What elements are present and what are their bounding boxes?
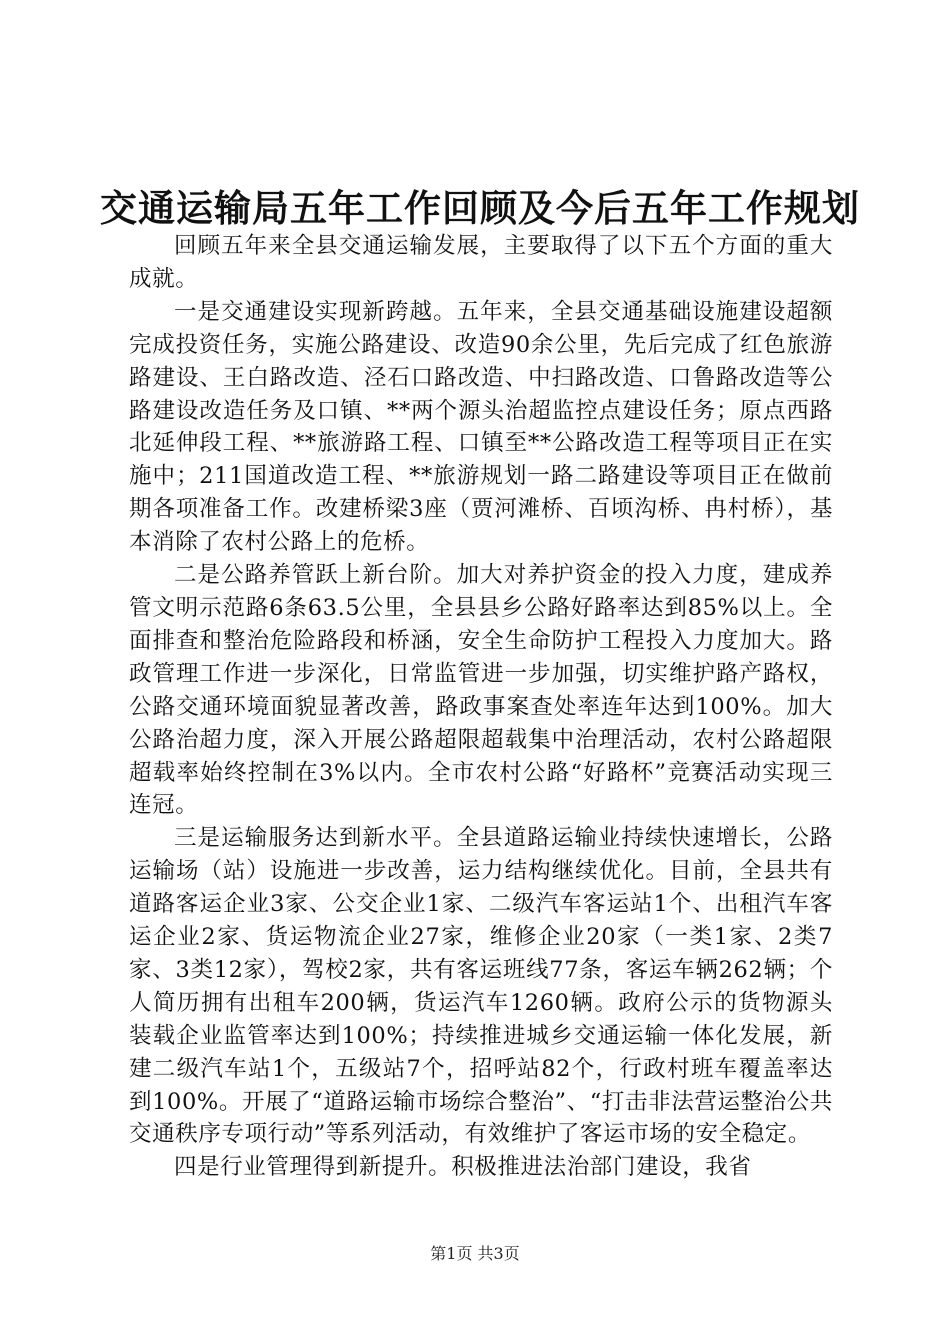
paragraph-intro: 回顾五年来全县交通运输发展，主要取得了以下五个方面的重大成就。 — [129, 233, 833, 292]
document-body — [129, 230, 833, 1184]
paragraph-construction: 一是交通建设实现新跨越。五年来，全县交通基础设施建设超额完成投资任务，实施公路建设、改造90余公里，先后完成了红色旅游路建设、王白路改造、泾石口路改造、中扫路改造、口鲁路改造等公路建设改造任务及口镇、**两个源头治超监控点建设任务；原点西路北延伸段工程、**旅游路工程、口镇至**公路改造工程等项目正在实施中；211国道改造工程、**旅游规划一路二路建设等项目正在做前期各项准备工作。改建桥梁3座（贾河滩桥、百顷沟桥、冉村桥），基本消除了农村公路上的危桥。 — [129, 298, 833, 556]
page-number-footer: 第1页 共3页 — [430, 1244, 520, 1263]
paragraph-industry-management: 四是行业管理得到新提升。积极推进法治部门建设，我省 — [174, 1154, 752, 1181]
paragraph-maintenance: 二是公路养管跃上新台阶。加大对养护资金的投入力度，建成养管文明示范路6条63.5公里，全县县乡公路好路率达到85%以上。全面排查和整治危险路段和桥涵，安全生命防护工程投入力度加大。路政管理工作进一步深化，日常监管进一步加强，切实维护路产路权，公路交通环境面貌显著改善，路政事案查处率连年达到100%。加大公路治超力度，深入开展公路超限超载集中治理活动，农村公路超限超载率始终控制在3%以内。全市农村公路“好路杯”竞赛活动实现三连冠。 — [129, 562, 833, 819]
paragraph-transport-service: 三是运输服务达到新水平。全县道路运输业持续快速增长，公路运输场（站）设施进一步改善，运力结构继续优化。目前，全县共有道路客运企业3家、公交企业1家、二级汽车客运站1个、出租汽车客运企业2家、货运物流企业27家，维修企业20家（一类1家、2类7家、3类12家），驾校2家，共有客运班线77条，客运车辆262辆；个人简历拥有出租车200辆，货运汽车1260辆。政府公示的货物源头装载企业监管率达到100%；持续推进城乡交通运输一体化发展，新建二级汽车站1个，五级站7个，招呼站82个，行政村班车覆盖率达到100%。开展了“道路运输市场综合整治”、“打击非法营运整治公共交通秩序专项行动”等系列活动，有效维护了客运市场的安全稳定。 — [129, 825, 833, 1148]
document-title: 交通运输局五年工作回顾及今后五年工作规划 — [100, 186, 860, 230]
